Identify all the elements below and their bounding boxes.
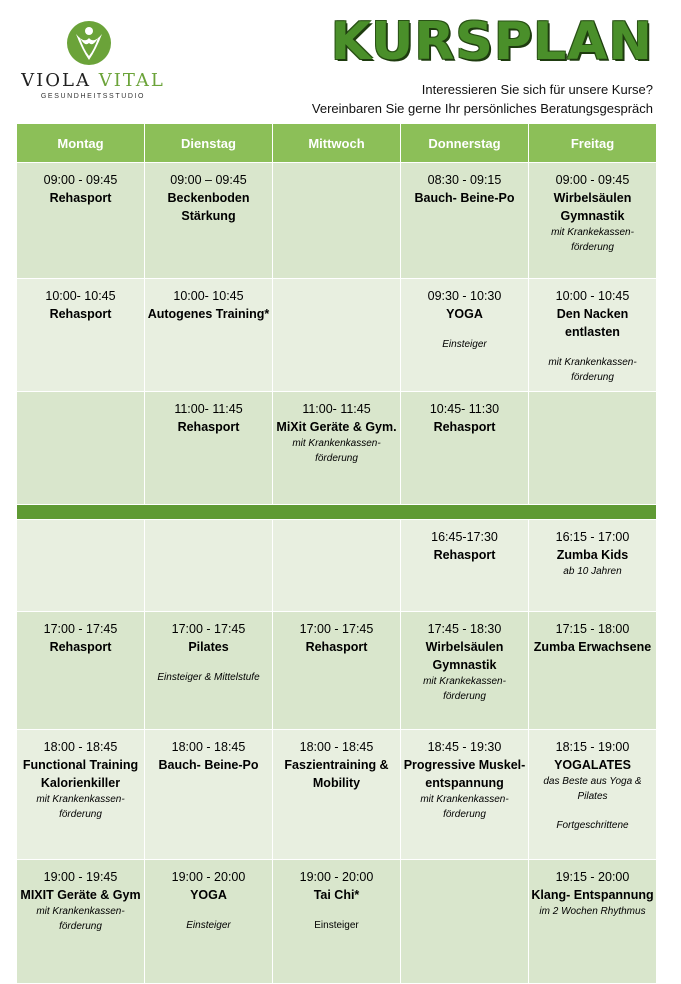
- course-name: Rehasport: [177, 420, 240, 434]
- course-note: im 2 Wochen Rhythmus: [539, 906, 646, 917]
- course-name: MIXIT Geräte & Gym: [20, 888, 141, 902]
- subtitle-line-2: Vereinbaren Sie gerne Ihr persönliches Beratungsgespräch: [311, 101, 653, 116]
- course-cell: [17, 520, 145, 612]
- course-time: 10:00- 10:45: [45, 289, 116, 303]
- course-time: 10:45- 11:30: [429, 402, 500, 416]
- course-cell: [145, 279, 273, 392]
- table-row: [17, 279, 657, 392]
- course-cell: [401, 163, 529, 279]
- table-row: [17, 860, 657, 984]
- course-cell: [17, 612, 145, 730]
- logo: [18, 18, 168, 108]
- course-note: mit Krankenkassen- förderung: [36, 906, 125, 932]
- course-time: 10:00- 10:45: [173, 289, 244, 303]
- course-cell: [273, 392, 401, 505]
- table-row: [17, 520, 657, 612]
- course-cell: [273, 520, 401, 612]
- table-row: [17, 730, 657, 860]
- course-note: ab 10 Jahren: [563, 566, 622, 577]
- course-time: 09:30 - 10:30: [427, 289, 502, 303]
- course-cell: [401, 860, 529, 984]
- course-time: 09:00 - 09:45: [43, 173, 118, 187]
- header-row: [17, 124, 657, 163]
- schedule-table: [16, 123, 657, 984]
- course-name: YOGA: [446, 307, 483, 321]
- course-time: 17:00 - 17:45: [299, 622, 374, 636]
- course-name: Rehasport: [433, 548, 496, 562]
- table-row: [17, 392, 657, 505]
- course-name: Rehasport: [433, 420, 496, 434]
- course-name: YOGA: [190, 888, 227, 902]
- course-cell: [401, 730, 529, 860]
- course-cell: [17, 860, 145, 984]
- course-note: Einsteiger: [314, 920, 359, 931]
- course-name: YOGALATES: [554, 758, 631, 772]
- course-cell: [529, 730, 657, 860]
- separator-line: [17, 505, 657, 520]
- course-time: 09:00 - 09:45: [555, 173, 630, 187]
- course-time: 11:00- 11:45: [302, 402, 371, 416]
- course-cell: [273, 612, 401, 730]
- course-cell: [529, 612, 657, 730]
- table-row: [17, 612, 657, 730]
- course-note: Einsteiger & Mittelstufe: [157, 672, 260, 683]
- row-separator: [17, 505, 657, 520]
- course-time: 19:00 - 20:00: [171, 870, 246, 884]
- course-name: Faszientraining & Mobility: [284, 758, 389, 790]
- day-header-friday: Freitag: [529, 124, 657, 163]
- course-note: das Beste aus Yoga & Pilates: [543, 776, 642, 802]
- course-time: 08:30 - 09:15: [427, 173, 502, 187]
- course-time: 18:00 - 18:45: [43, 740, 118, 754]
- course-cell: [145, 520, 273, 612]
- course-note: mit Krankenkassen- förderung: [292, 438, 381, 464]
- course-note: Einsteiger: [442, 339, 487, 350]
- course-time: 19:15 - 20:00: [555, 870, 630, 884]
- course-time: 17:15 - 18:00: [555, 622, 630, 636]
- course-cell: [529, 279, 657, 392]
- course-cell: [401, 520, 529, 612]
- table-row: [17, 163, 657, 279]
- course-name: Functional Training Kalorienkiller: [22, 758, 139, 790]
- course-cell: [273, 279, 401, 392]
- course-cell: [145, 392, 273, 505]
- leaf-person-icon: [66, 20, 112, 66]
- course-cell: [17, 163, 145, 279]
- course-time: 16:15 - 17:00: [555, 530, 630, 544]
- course-name: Rehasport: [305, 640, 368, 654]
- course-time: 19:00 - 19:45: [43, 870, 118, 884]
- course-name: Progressive Muskel- entspannung: [403, 758, 526, 790]
- course-note: mit Krankekassen- förderung: [551, 227, 634, 253]
- brand-name-part1: VIOLA: [21, 70, 91, 91]
- course-cell: [17, 730, 145, 860]
- course-time: 18:00 - 18:45: [299, 740, 374, 754]
- course-name: Beckenboden Stärkung: [167, 191, 250, 223]
- course-cell: [145, 730, 273, 860]
- subtitle-line-1: Interessieren Sie sich für unsere Kurse?: [421, 82, 653, 97]
- course-name: Den Nacken entlasten: [556, 307, 629, 339]
- course-cell: [401, 612, 529, 730]
- course-time: 11:00- 11:45: [174, 402, 243, 416]
- course-cell: [273, 730, 401, 860]
- course-name: Wirbelsäulen Gymnastik: [425, 640, 504, 672]
- course-cell: [17, 392, 145, 505]
- brand-name: [18, 70, 168, 91]
- course-note: mit Krankenkassen- förderung: [36, 794, 125, 820]
- course-name: Autogenes Training*: [147, 307, 270, 321]
- course-name: Bauch- Beine-Po: [158, 758, 259, 772]
- course-name: Rehasport: [49, 307, 112, 321]
- course-name: Rehasport: [49, 640, 112, 654]
- course-time: 17:00 - 17:45: [171, 622, 246, 636]
- day-header-monday: Montag: [17, 124, 145, 163]
- course-time: 16:45-17:30: [431, 530, 498, 544]
- course-time: 17:00 - 17:45: [43, 622, 118, 636]
- page-subtitle: [312, 80, 653, 118]
- course-cell: [529, 163, 657, 279]
- course-name: Zumba Kids: [556, 548, 629, 562]
- course-name: Rehasport: [49, 191, 112, 205]
- course-cell: [273, 860, 401, 984]
- course-cell: [401, 392, 529, 505]
- course-name: Pilates: [188, 640, 229, 654]
- course-time: 18:15 - 19:00: [555, 740, 630, 754]
- course-cell: [529, 392, 657, 505]
- course-cell: [273, 163, 401, 279]
- page-title: KURSPLAN: [330, 12, 653, 72]
- day-header-thursday: Donnerstag: [401, 124, 529, 163]
- course-time: 18:45 - 19:30: [427, 740, 502, 754]
- course-time: 17:45 - 18:30: [427, 622, 502, 636]
- course-cell: [145, 860, 273, 984]
- brand-subtitle: GESUNDHEITSSTUDIO: [40, 93, 146, 100]
- course-note: mit Krankekassen- förderung: [423, 676, 506, 702]
- course-time: 09:00 – 09:45: [170, 173, 247, 187]
- schedule-body: [17, 163, 657, 984]
- course-name: MiXit Geräte & Gym.: [276, 420, 397, 434]
- day-header-wednesday: Mittwoch: [273, 124, 401, 163]
- course-note-level: Fortgeschrittene: [556, 820, 629, 831]
- course-name: Bauch- Beine-Po: [414, 191, 515, 205]
- day-header-tuesday: Dienstag: [145, 124, 273, 163]
- course-cell: [529, 520, 657, 612]
- course-cell: [17, 279, 145, 392]
- course-time: 19:00 - 20:00: [299, 870, 374, 884]
- course-note: mit Krankenkassen- förderung: [420, 794, 509, 820]
- course-name: Zumba Erwachsene: [533, 640, 652, 654]
- course-name: Wirbelsäulen Gymnastik: [553, 191, 632, 223]
- course-time: 10:00 - 10:45: [555, 289, 630, 303]
- course-note: Einsteiger: [186, 920, 231, 931]
- course-cell: [529, 860, 657, 984]
- brand-name-part2: VITAL: [98, 70, 165, 91]
- course-cell: [145, 163, 273, 279]
- course-cell: [401, 279, 529, 392]
- course-note: mit Krankenkassen- förderung: [548, 357, 637, 383]
- course-cell: [145, 612, 273, 730]
- course-name: Klang- Entspannung: [531, 888, 654, 902]
- course-name: Tai Chi*: [313, 888, 360, 902]
- course-time: 18:00 - 18:45: [171, 740, 246, 754]
